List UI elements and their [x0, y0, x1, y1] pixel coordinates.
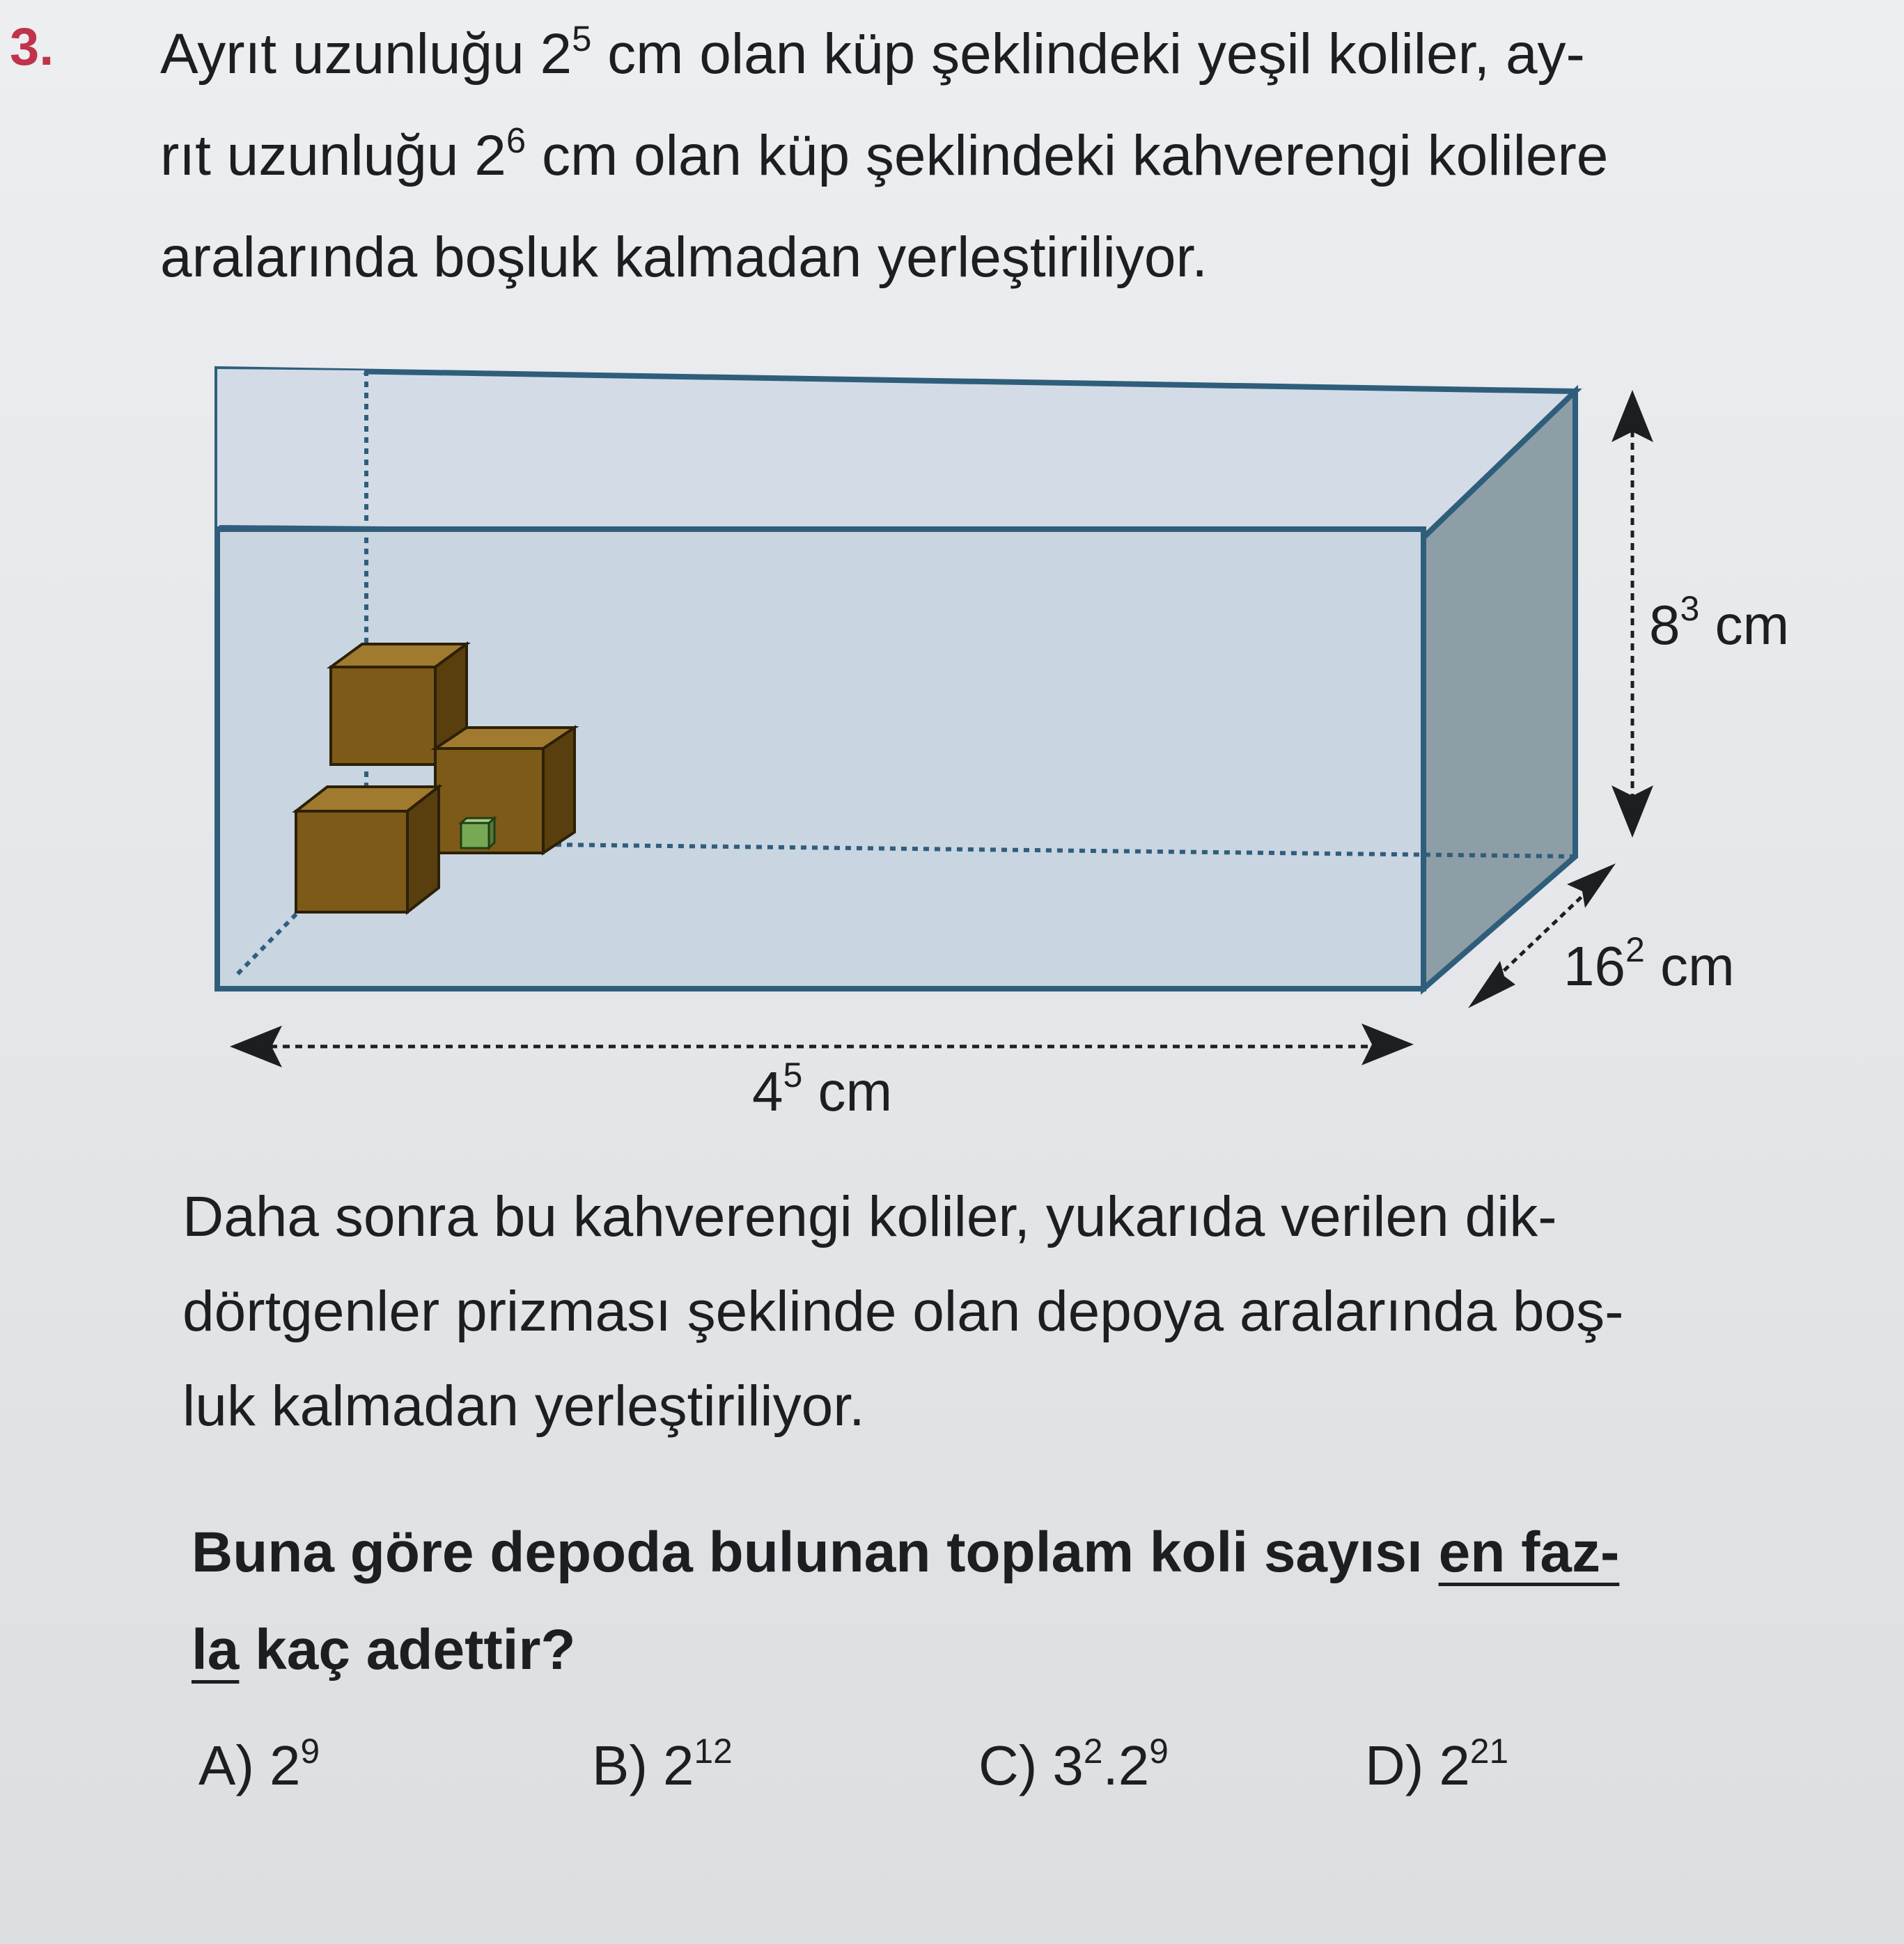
height-dimension [1612, 390, 1789, 838]
answer-options [0, 1734, 1904, 1831]
height-arrow-bottom [1612, 785, 1653, 838]
intro-line-2: rıt uzunluğu $2^6$ cm olan küp şeklindeki kahverengi kolilere [160, 120, 1609, 187]
height-label: $8^3$ cm [1649, 589, 1790, 656]
green-box-front [461, 823, 489, 848]
intro-line-1: Ayrıt uzunluğu $2^5$ cm olan küp şeklindeki yeşil koliler, ay- [160, 19, 1585, 86]
emphasis-underline: en faz- [1438, 1521, 1620, 1584]
option-d-label: D) [1365, 1734, 1424, 1796]
depth-label: $16^2$ cm [1563, 930, 1735, 997]
length-arrow-right [1361, 1024, 1414, 1065]
brown-box-front-upper [331, 667, 435, 765]
option-d[interactable]: D) $2^{21}$ [1365, 1732, 1509, 1796]
question-continuation [182, 1170, 1868, 1454]
continuation-line-2: dörtgenler prizması şeklinde olan depoya aralarında boş- [182, 1280, 1624, 1343]
option-b-label: B) [592, 1734, 648, 1796]
prompt-line-2: la kaç adettir? [192, 1618, 576, 1682]
question-prompt [192, 1504, 1877, 1699]
continuation-line-3: luk kalmadan yerleştiriliyor. [182, 1374, 865, 1438]
prism-diagram [0, 327, 1904, 1149]
intro-line-3: aralarında boşluk kalmadan yerleştiriliyor. [160, 226, 1208, 289]
option-b[interactable]: B) $2^{12}$ [592, 1732, 733, 1796]
option-c-label: C) [978, 1734, 1038, 1796]
brown-box-side-right [543, 728, 575, 853]
brown-box-front-lower [296, 811, 407, 912]
length-dimension [230, 1024, 1414, 1122]
option-c[interactable]: C) $3^2.2^9$ [978, 1732, 1169, 1796]
continuation-line-1: Daha sonra bu kahverengi koliler, yukarıda verilen dik- [182, 1185, 1557, 1248]
prompt-line-1: Buna göre depoda bulunan toplam koli sayısı en faz- [192, 1521, 1620, 1584]
prism-top-face [217, 369, 1575, 538]
emphasis-underline-continued: la [192, 1618, 240, 1682]
question-number: 3. [10, 17, 54, 77]
length-label: $4^5$ cm [752, 1056, 893, 1122]
option-a[interactable]: A) $2^9$ [198, 1732, 320, 1796]
depth-arrow-top [1567, 863, 1616, 908]
question-intro [160, 7, 1859, 305]
option-a-label: A) [198, 1734, 254, 1796]
prism-figure [0, 327, 1904, 1149]
